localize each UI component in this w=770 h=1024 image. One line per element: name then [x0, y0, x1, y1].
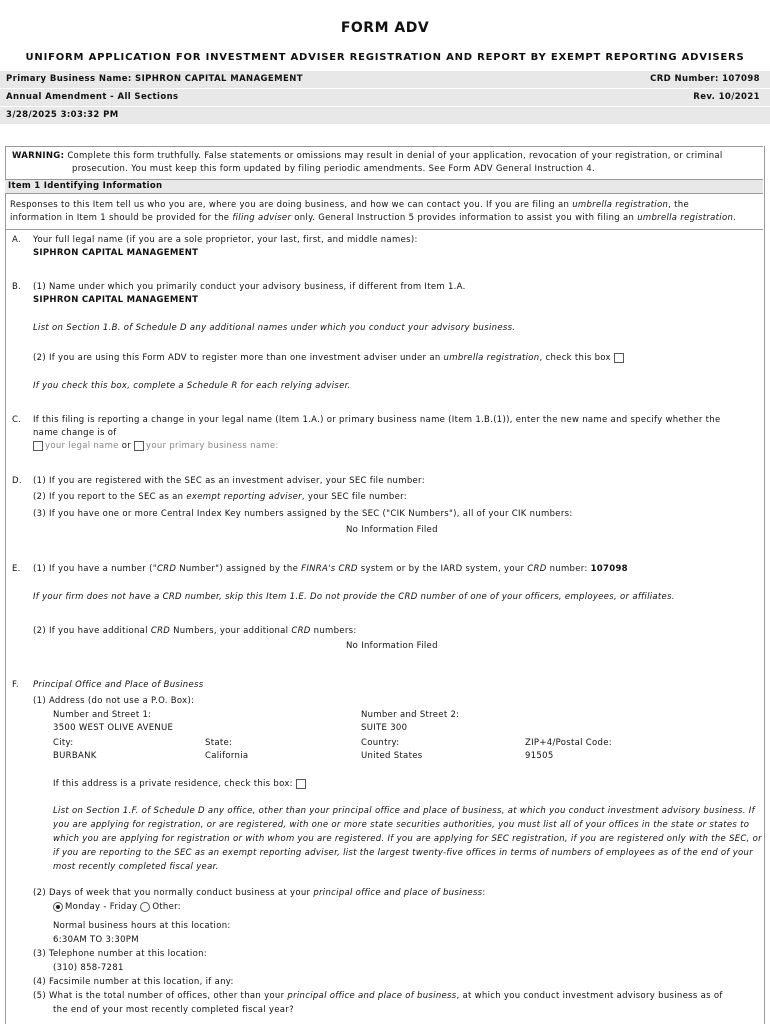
- timestamp: 3/28/2025 3:03:32 PM: [6, 110, 119, 120]
- item1-intro-2d: umbrella registration: [637, 213, 734, 223]
- item1-intro-line-2: [10, 212, 736, 225]
- section-b-q1: (1) Name under which you primarily conduct your advisory business, if different from Item 1.A.: [33, 282, 466, 292]
- private-residence-label: If this address is a private residence, check this box:: [53, 779, 293, 789]
- section-f-heading: Principal Office and Place of Business: [33, 680, 204, 690]
- legal-name-option-label: your legal name: [45, 441, 119, 451]
- warning-line-1: [12, 150, 723, 163]
- phone-value: (310) 858-7281: [53, 963, 124, 973]
- item1-intro-2c: only. General Instruction 5 provides information to assist you with filing an: [291, 213, 638, 223]
- private-residence-checkbox[interactable]: [296, 779, 306, 789]
- section-f-q5a: (5) What is the total number of offices, other than your: [33, 991, 288, 1001]
- section-e-q1d: FINRA's CRD: [301, 564, 358, 574]
- section-b-note-1: List on Section 1.B. of Schedule D any additional names under which you conduct your advisory business.: [33, 323, 516, 333]
- item1-intro-2e: .: [733, 213, 737, 223]
- section-b-q2b: umbrella registration: [443, 353, 540, 363]
- item1-intro-2b: filing adviser: [232, 213, 292, 223]
- section-e-q2e: numbers:: [310, 626, 357, 636]
- section-b-q2a: (2) If you are using this Form ADV to register more than one investment adviser under an: [33, 353, 444, 363]
- monday-friday-radio[interactable]: [53, 902, 63, 912]
- name-change-options: [33, 440, 279, 453]
- section-f-q1: (1) Address (do not use a P.O. Box):: [33, 696, 195, 706]
- section-f-q2: [33, 887, 486, 900]
- street2-label: Number and Street 2:: [361, 710, 460, 720]
- section-f-q2c: :: [482, 888, 486, 898]
- section-e-q1a: (1) If you have a number (": [33, 564, 157, 574]
- section-c-q2: name change is of: [33, 428, 117, 438]
- legal-name-change-checkbox[interactable]: [33, 441, 43, 451]
- hours-label: Normal business hours at this location:: [53, 921, 231, 931]
- section-f-note-line-2: you are applying for registration, or are registered, with one or more state securities authorities, you must list all of your offices in the state or states to: [53, 820, 750, 830]
- section-e-q2c: Numbers, your additional: [170, 626, 292, 636]
- business-name-option-label: your primary business name:: [146, 441, 279, 451]
- monday-friday-label: Monday - Friday: [65, 902, 138, 912]
- city-value: BURBANK: [53, 751, 97, 761]
- section-e-q1f: CRD: [527, 564, 547, 574]
- section-f-q3: (3) Telephone number at this location:: [33, 949, 207, 959]
- form-revision: Rev. 10/2021: [693, 92, 760, 102]
- days-options: [53, 901, 181, 914]
- warning-text-1: Complete this form truthfully. False statements or omissions may result in denial of your application, revocation of your registration, or criminal: [67, 151, 723, 161]
- warning-label: WARNING:: [12, 151, 65, 161]
- section-b-letter: B.: [12, 282, 22, 292]
- state-value: California: [205, 751, 249, 761]
- item1-intro-1a: Responses to this Item tell us who you are, where you are doing business, and how we can contact you. If you are filing an: [10, 200, 573, 210]
- item1-intro-2a: information in Item 1 should be provided for the: [10, 213, 233, 223]
- section-f-q2b: principal office and place of business: [313, 888, 483, 898]
- header-row-3: [0, 107, 770, 124]
- section-f-note-line-4: if you are reporting to the SEC as an exempt reporting adviser, list the largest twenty-five offices in terms of numbers of employees as of the end of your: [53, 848, 754, 858]
- section-e-q1g: number:: [546, 564, 591, 574]
- city-label: City:: [53, 738, 74, 748]
- section-d-q3: (3) If you have one or more Central Index Key numbers assigned by the SEC ("CIK Numbers"), all of your CIK numbers:: [33, 509, 573, 519]
- section-f-q2a: (2) Days of week that you normally conduct business at your: [33, 888, 314, 898]
- section-e-note: If your firm does not have a CRD number, skip this Item 1.E. Do not provide the CRD number of one of your officers, employees, or affiliates.: [33, 592, 675, 602]
- legal-name-value: SIPHRON CAPITAL MANAGEMENT: [33, 248, 199, 258]
- section-a-letter: A.: [12, 235, 21, 245]
- section-e-q2b: CRD: [150, 626, 171, 636]
- section-f-q5c: , at which you conduct investment advisory business as of: [456, 991, 723, 1001]
- zip-value: 91505: [525, 751, 554, 761]
- section-c-q1: If this filing is reporting a change in your legal name (Item 1.A.) or primary business name (Item 1.B.(1)), enter the new name and specify whether the: [33, 415, 721, 425]
- header-row-2: [0, 89, 770, 106]
- street1-value: 3500 WEST OLIVE AVENUE: [53, 723, 174, 733]
- section-b-q2: [33, 352, 626, 365]
- crd-number-value: 107098: [590, 564, 628, 574]
- form-subtitle: UNIFORM APPLICATION FOR INVESTMENT ADVISER REGISTRATION AND REPORT BY EXEMPT REPORTING ADVISERS: [25, 52, 745, 63]
- state-label: State:: [205, 738, 233, 748]
- primary-business-name: Primary Business Name: SIPHRON CAPITAL MANAGEMENT: [6, 74, 303, 84]
- section-d-letter: D.: [12, 476, 22, 486]
- section-e-q2a: (2) If you have additional: [33, 626, 151, 636]
- country-label: Country:: [361, 738, 400, 748]
- section-d-q2a: (2) If you report to the SEC as an: [33, 492, 187, 502]
- section-e-q2d: CRD: [291, 626, 311, 636]
- section-f-note-line-1: List on Section 1.F. of Schedule D any office, other than your principal office and place of business, at which you conduct investment advisory business. If: [53, 806, 755, 816]
- umbrella-registration-checkbox[interactable]: [614, 353, 624, 363]
- street1-label: Number and Street 1:: [53, 710, 152, 720]
- section-e-q1b: CRD: [156, 564, 177, 574]
- additional-crd-no-information: No Information Filed: [346, 641, 438, 651]
- section-d-q1: (1) If you are registered with the SEC as an investment adviser, your SEC file number:: [33, 476, 425, 486]
- item1-intro-1c: , the: [668, 200, 689, 210]
- section-c-letter: C.: [12, 415, 22, 425]
- amendment-type: Annual Amendment - All Sections: [6, 92, 179, 102]
- section-e-q1c: Number") assigned by the: [176, 564, 302, 574]
- form-title: FORM ADV: [340, 20, 430, 36]
- item1-intro-divider: [5, 229, 763, 230]
- hours-value: 6:30AM TO 3:30PM: [53, 935, 139, 945]
- item1-intro-1b: umbrella registration: [572, 200, 669, 210]
- section-d-q2: [33, 491, 407, 504]
- section-f-note-line-5: most recently completed fiscal year.: [53, 862, 219, 872]
- section-f-note-line-3: which you are applying for registration or with whom you are registered. If you are applying for SEC registration, if you are registered only with the SEC, or: [53, 834, 762, 844]
- zip-label: ZIP+4/Postal Code:: [525, 738, 612, 748]
- cik-no-information: No Information Filed: [346, 525, 438, 535]
- or-label: or: [121, 441, 131, 451]
- section-f-q5b: principal office and place of business: [287, 991, 457, 1001]
- section-d-q2b: exempt reporting adviser: [186, 492, 302, 502]
- section-f-q4: (4) Facsimile number at this location, if any:: [33, 977, 234, 987]
- section-d-q2c: , your SEC file number:: [301, 492, 407, 502]
- header-row-1: [0, 71, 770, 88]
- section-f-letter: F.: [12, 680, 19, 690]
- country-value: United States: [361, 751, 423, 761]
- crd-number: CRD Number: 107098: [650, 74, 760, 84]
- section-b-q2c: , check this box: [539, 353, 611, 363]
- warning-text-2: prosecution. You must keep this form updated by filing periodic amendments. See Form ADV General Instruction 4.: [72, 164, 596, 174]
- section-b-note-2: If you check this box, complete a Schedule R for each relying adviser.: [33, 381, 351, 391]
- private-residence-row: [53, 778, 308, 791]
- section-f-q5: [33, 990, 723, 1003]
- item1-heading-bar: [5, 179, 763, 194]
- item1-heading: Item 1 Identifying Information: [8, 181, 163, 191]
- other-days-label: Other:: [152, 902, 181, 912]
- section-e-q1: [33, 563, 628, 576]
- item1-intro-line-1: [10, 199, 689, 212]
- other-days-radio[interactable]: [140, 902, 150, 912]
- section-e-q1e: system or by the IARD system, your: [357, 564, 528, 574]
- section-e-q2: [33, 625, 357, 638]
- business-name-value: SIPHRON CAPITAL MANAGEMENT: [33, 295, 199, 305]
- section-e-letter: E.: [12, 564, 21, 574]
- business-name-change-checkbox[interactable]: [134, 441, 144, 451]
- section-f-q5-line-2: the end of your most recently completed fiscal year?: [53, 1005, 294, 1015]
- section-a-question: Your full legal name (if you are a sole proprietor, your last, first, and middle names):: [33, 235, 418, 245]
- street2-value: SUITE 300: [361, 723, 408, 733]
